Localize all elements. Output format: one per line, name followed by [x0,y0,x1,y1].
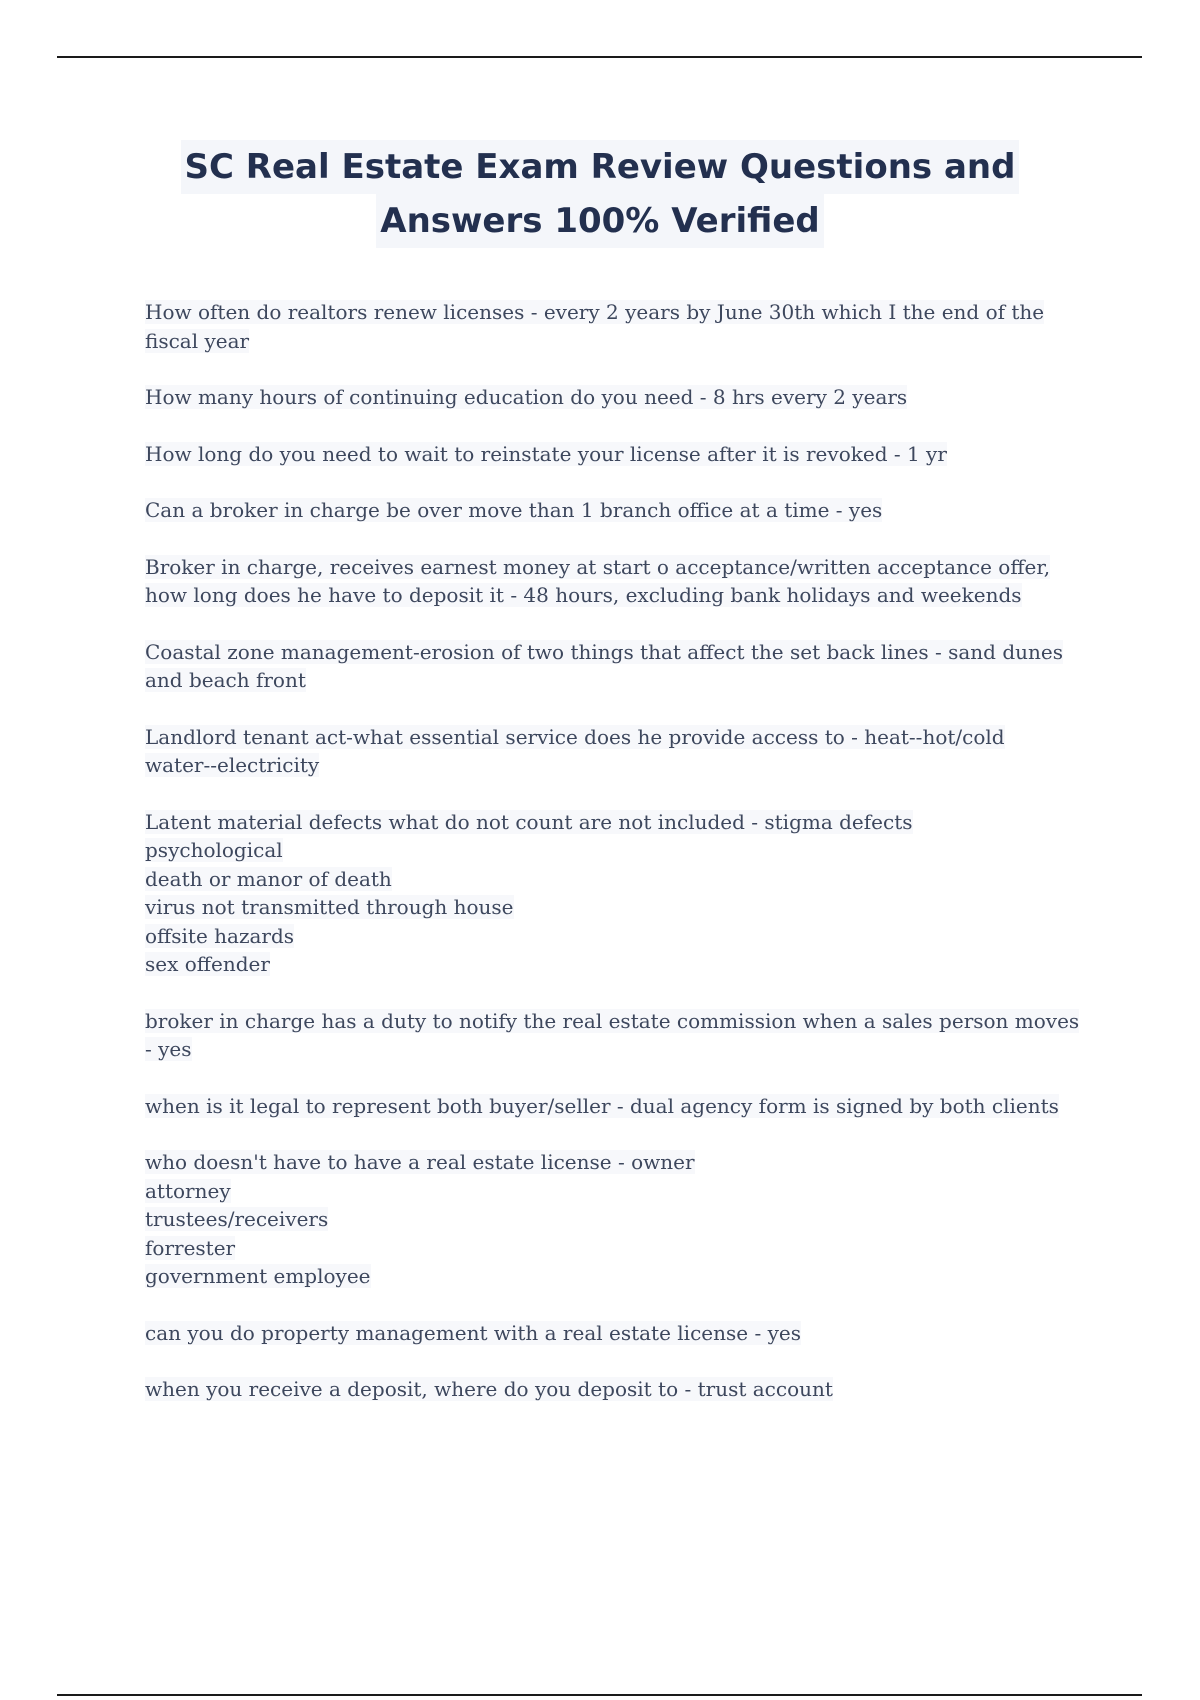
qa-line [145,1035,1095,1064]
footer-rule [57,1694,1142,1696]
qa-text: death or manor of death [145,866,392,891]
qa-line [145,298,1095,327]
qa-text: How often do realtors renew licenses - every 2 years by June 30th which I the end of the [145,300,1045,324]
qa-text: and beach front [145,668,306,692]
qa-item [145,638,1095,695]
qa-text: Landlord tenant act-what essential service does he provide access to - heat--hot/cold [145,724,1005,749]
qa-line [145,638,1095,667]
qa-text: trustees/receivers [145,1207,329,1231]
qa-item [145,1092,1095,1121]
qa-text: Can a broker in charge be over move than 1 branch office at a time - yes [145,498,883,522]
qa-text: How long do you need to wait to reinstate your license after it is revoked - 1 yr [145,441,947,466]
qa-text: - yes [145,1037,192,1061]
qa-text: attorney [145,1178,231,1203]
qa-item [145,298,1095,355]
qa-item [145,1375,1095,1404]
qa-item [145,440,1095,469]
qa-item [145,1007,1095,1064]
qa-text: Broker in charge, receives earnest money at start o acceptance/written acceptance offer, [145,554,1051,579]
qa-line [145,808,1095,837]
qa-text: broker in charge has a duty to notify the real estate commission when a sales person moves [145,1008,1080,1033]
qa-line [145,1007,1095,1036]
qa-text: government employee [145,1264,371,1288]
qa-item [145,1148,1095,1291]
qa-item [145,496,1095,525]
qa-text: who doesn't have to have a real estate license - owner [145,1150,695,1174]
qa-list [145,298,1095,1432]
qa-text: sex offender [145,952,270,976]
qa-line [145,666,1095,695]
qa-text: virus not transmitted through house [145,895,514,919]
qa-line [145,553,1095,582]
title-line: Answers 100% Verified [376,194,823,248]
qa-line [145,1205,1095,1234]
qa-line [145,751,1095,780]
qa-text: Coastal zone management-erosion of two things that affect the set back lines - sand dunes [145,639,1064,664]
qa-line [145,496,1095,525]
qa-line [145,1177,1095,1206]
qa-line [145,723,1095,752]
header-rule [57,56,1142,58]
qa-line [145,893,1095,922]
qa-text: psychological [145,838,283,862]
qa-text: offsite hazards [145,923,295,948]
qa-line [145,1319,1095,1348]
qa-text: How many hours of continuing education do you need - 8 hrs every 2 years [145,385,908,409]
qa-item [145,383,1095,412]
qa-text: Latent material defects what do not count are not included - stigma defects [145,809,913,834]
qa-line [145,1375,1095,1404]
qa-text: water--electricity [145,753,320,777]
qa-line [145,1234,1095,1263]
qa-item [145,553,1095,610]
qa-line [145,440,1095,469]
qa-item [145,808,1095,979]
qa-text: can you do property management with a real estate license - yes [145,1320,801,1345]
qa-item [145,1319,1095,1348]
qa-text: fiscal year [145,328,250,353]
qa-line [145,950,1095,979]
qa-line [145,383,1095,412]
qa-text: forrester [145,1235,236,1260]
qa-text: how long does he have to deposit it - 48 hours, excluding bank holidays and weekends [145,583,1022,607]
qa-line [145,865,1095,894]
qa-item [145,723,1095,780]
title-line: SC Real Estate Exam Review Questions and [181,140,1020,194]
document-title [120,140,1080,248]
qa-line [145,1092,1095,1121]
qa-line [145,581,1095,610]
qa-line [145,836,1095,865]
qa-text: when is it legal to represent both buyer/seller - dual agency form is signed by both clients [145,1093,1059,1118]
qa-line [145,1262,1095,1291]
qa-text: when you receive a deposit, where do you deposit to - trust account [145,1377,833,1401]
qa-line [145,922,1095,951]
qa-line [145,327,1095,356]
qa-line [145,1148,1095,1177]
